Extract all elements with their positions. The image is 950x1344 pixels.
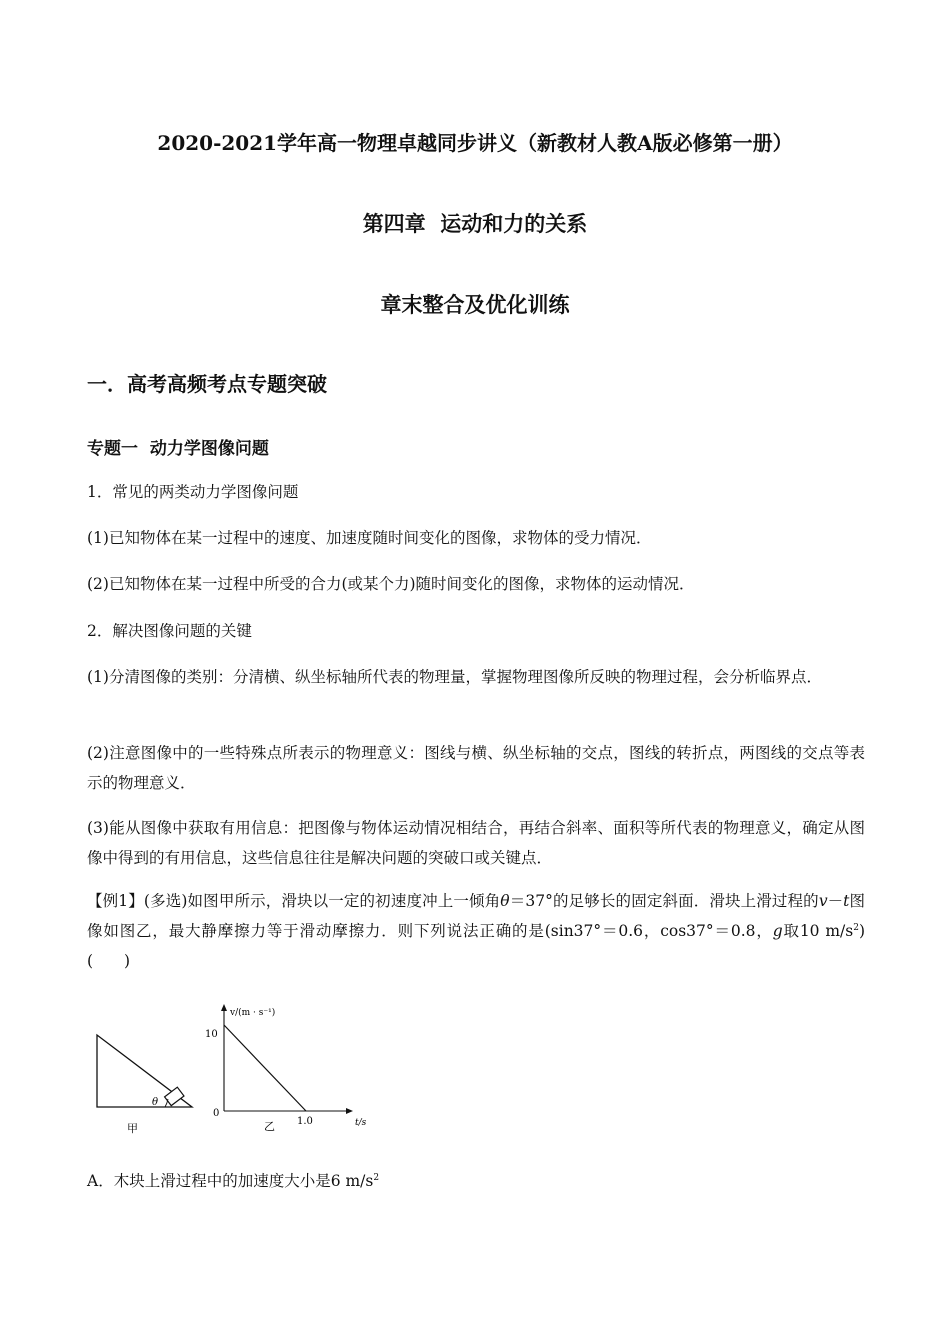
option-text: A．木块上滑过程中的加速度大小是6 m/s (87, 1172, 374, 1190)
g-symbol: g (772, 922, 783, 940)
paragraph: (1)已知物体在某一过程中的速度、加速度随时间变化的图像，求物体的受力情况． (87, 529, 652, 547)
paragraph: (2)已知物体在某一过程中所受的合力(或某个力)随时间变化的图像，求物体的运动情况． (87, 575, 695, 593)
section-title: 章末整合及优化训练 (380, 292, 570, 317)
figure-svg (87, 995, 377, 1140)
dash-symbol: － (827, 892, 844, 910)
example-1 (87, 886, 865, 976)
topic-heading: 专题一 动力学图像问题 (87, 439, 269, 459)
paragraph: (3)能从图像中获取有用信息：把图像与物体运动情况相结合，再结合斜率、面积等所代表的物理意义，确定从图像中得到的有用信息，这些信息往往是解决问题的突破口或关键点． (87, 819, 865, 867)
t-symbol: t (843, 892, 850, 910)
superscript: 2 (373, 1173, 380, 1183)
example-figure (87, 995, 377, 1144)
paragraph: 1．常见的两类动力学图像问题 (87, 483, 299, 501)
x-axis-label: t/s (355, 1118, 367, 1128)
left-caption: 甲 (127, 1122, 138, 1135)
y-tick-label: 0 (213, 1108, 220, 1119)
incline-diagram (97, 1035, 192, 1135)
example-text: 取10 m/s (782, 922, 854, 940)
example-text: ＝37°的足够长的固定斜面．滑块上滑过程的 (509, 892, 819, 910)
paragraph: 2．解决图像问题的关键 (87, 622, 252, 640)
option-a (87, 1166, 865, 1196)
example-text: 图像如图乙，最大静摩擦力等于滑动摩擦力．则下列说法正确的是(sin37°＝0.6，cos37°＝0.8， (87, 892, 865, 940)
paragraph: (2)注意图像中的一些特殊点所表示的物理意义：图线与横、纵坐标轴的交点，图线的转折点，两图线的交点等表示的物理意义． (87, 744, 865, 792)
slider-block (165, 1087, 184, 1105)
superscript: 2 (853, 923, 859, 933)
v-symbol: v (818, 892, 828, 910)
y-tick-label: 10 (205, 1029, 218, 1040)
example-text: )( ) (87, 922, 865, 970)
y-axis-arrow (221, 1004, 227, 1011)
x-axis-arrow (346, 1108, 353, 1114)
series-title: 2020-2021学年高一物理卓越同步讲义（新教材人教A版必修第一册） (157, 131, 793, 155)
theta-symbol: θ (500, 892, 510, 910)
vt-chart (205, 1004, 367, 1133)
angle-label: θ (152, 1097, 159, 1108)
series-line (224, 1025, 306, 1111)
x-tick-label: 1.0 (297, 1116, 313, 1127)
part-heading: 一．高考高频考点专题突破 (87, 372, 327, 396)
right-caption: 乙 (264, 1120, 275, 1133)
paragraph: (1)分清图像的类别：分清横、纵坐标轴所代表的物理量，掌握物理图像所反映的物理过程，会分析临界点． (87, 668, 822, 686)
chapter-title: 第四章 运动和力的关系 (362, 211, 588, 236)
example-text: 【例1】(多选)如图甲所示，滑块以一定的初速度冲上一倾角 (87, 892, 501, 910)
y-axis-label: v/(m · s⁻¹) (230, 1008, 276, 1018)
